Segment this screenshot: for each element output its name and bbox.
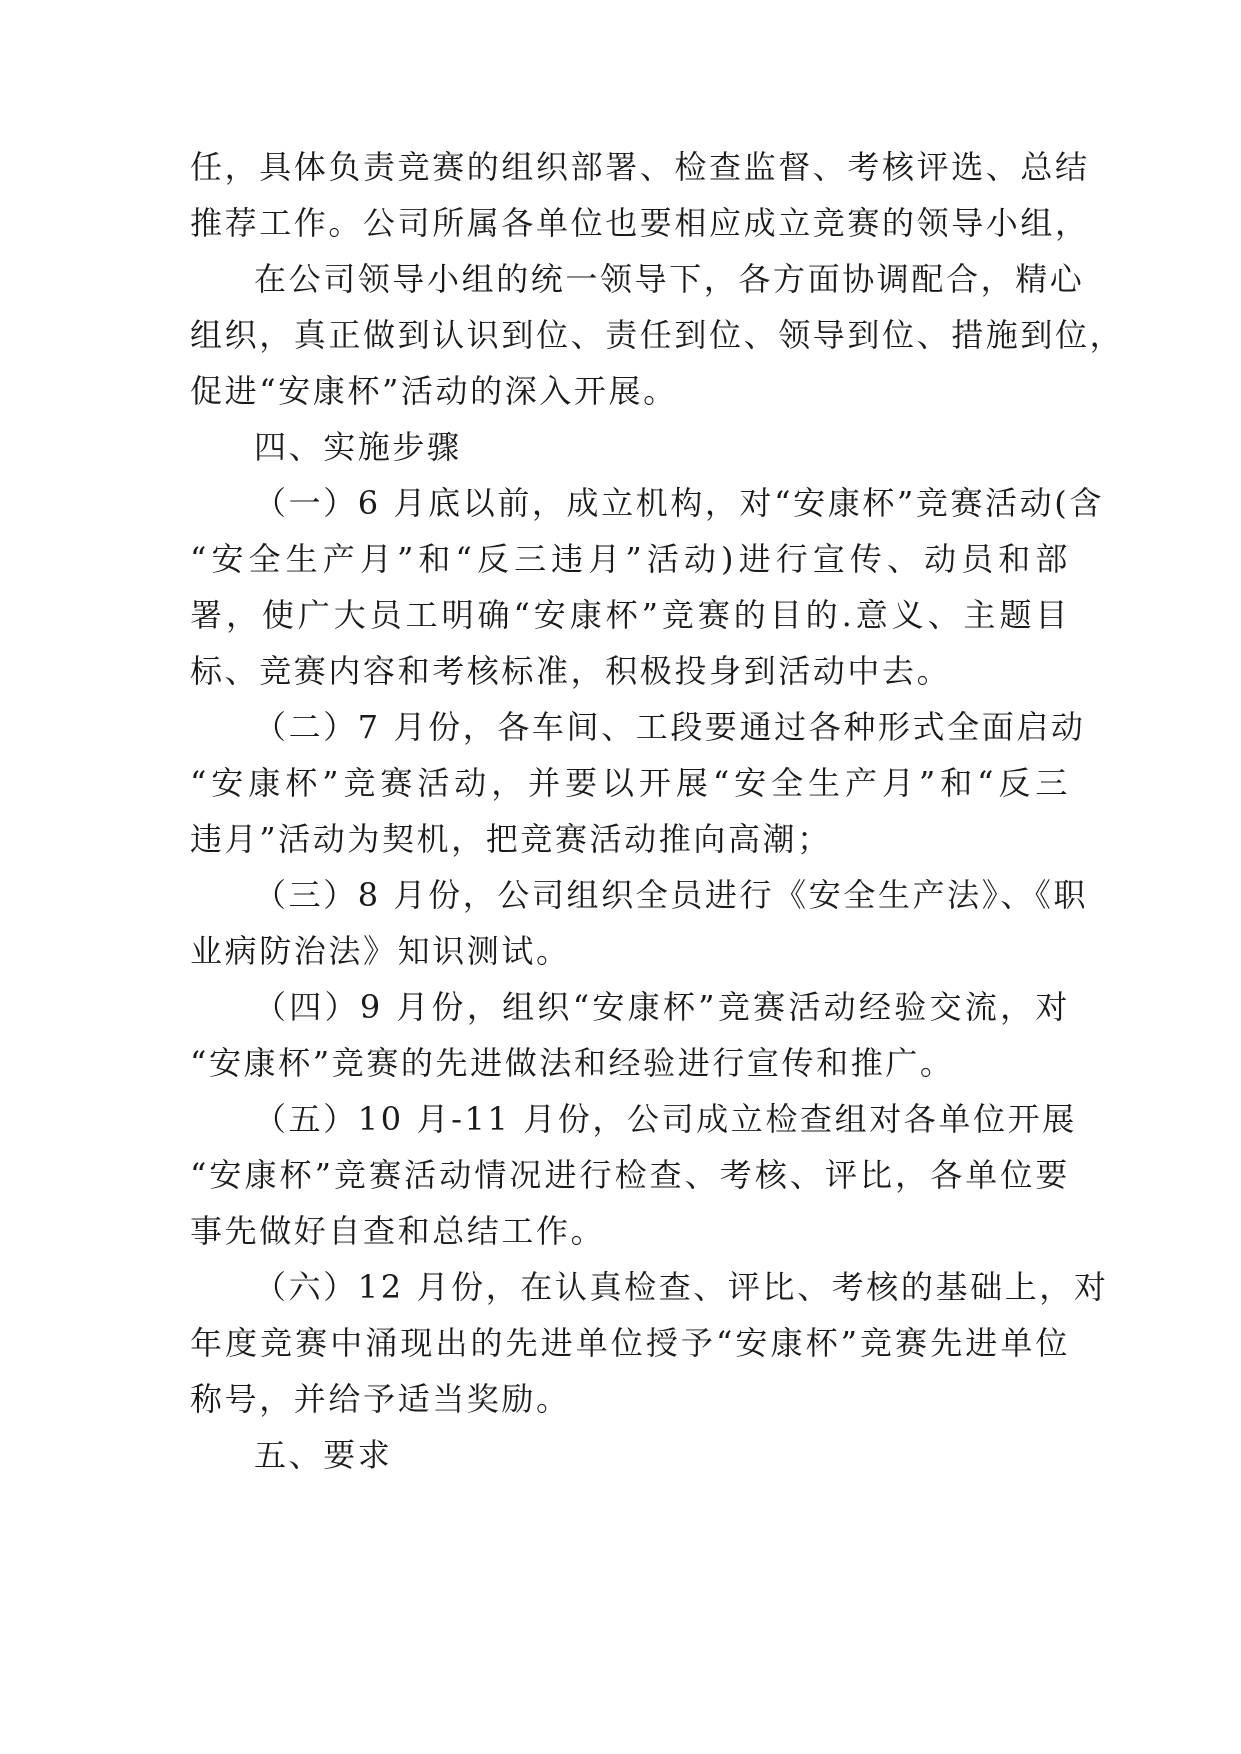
text-line: “安全生产月”和“反三违月”活动)进行宣传、动员和部 <box>190 540 1070 578</box>
text-line: 任，具体负责竞赛的组织部署、检查监督、考核评选、总结 <box>190 148 1090 186</box>
text-line: 推荐工作。公司所属各单位也要相应成立竞赛的领导小组， <box>190 204 1090 242</box>
paragraph-first-line: （五）10 月-11 月份，公司成立检查组对各单位开展 <box>254 1100 1077 1138</box>
paragraph-first-line: （四）9 月份，组织“安康杯”竞赛活动经验交流，对 <box>254 988 1070 1026</box>
text-line: 事先做好自查和总结工作。 <box>190 1212 606 1250</box>
text-line: 年度竞赛中涌现出的先进单位授予“安康杯”竞赛先进单位 <box>190 1324 1070 1362</box>
paragraph-first-line: （一）6 月底以前，成立机构，对“安康杯”竞赛活动(含 <box>254 484 1104 522</box>
paragraph-first-line: （二）7 月份，各车间、工段要通过各种形式全面启动 <box>254 708 1086 746</box>
text-line: 组织，真正做到认识到位、责任到位、领导到位、措施到位， <box>190 316 1125 354</box>
section-heading: 四、实施步骤 <box>254 428 462 466</box>
text-line: 称号，并给予适当奖励。 <box>190 1380 571 1418</box>
text-line: “安康杯”竞赛的先进做法和经验进行宣传和推广。 <box>190 1044 955 1082</box>
text-line: “安康杯”竞赛活动情况进行检查、考核、评比，各单位要 <box>190 1156 1070 1194</box>
text-line: 违月”活动为契机，把竞赛活动推向高潮； <box>190 820 832 858</box>
section-heading: 五、要求 <box>254 1436 393 1474</box>
text-line: 促进“安康杯”活动的深入开展。 <box>190 372 678 410</box>
text-line: 署，使广大员工明确“安康杯”竞赛的目的.意义、主题目 <box>190 596 1070 634</box>
paragraph-first-line: （六）12 月份，在认真检查、评比、考核的基础上，对 <box>254 1268 1109 1306</box>
text-line: 标、竞赛内容和考核标准，积极投身到活动中去。 <box>190 652 952 690</box>
text-line: “安康杯”竞赛活动，并要以开展“安全生产月”和“反三 <box>190 764 1070 802</box>
paragraph-first-line: 在公司领导小组的统一领导下，各方面协调配合，精心 <box>254 260 1085 298</box>
paragraph-first-line: （三）8 月份，公司组织全员进行《安全生产法》、《职 <box>254 876 1089 914</box>
text-line: 业病防治法》知识测试。 <box>190 932 571 970</box>
